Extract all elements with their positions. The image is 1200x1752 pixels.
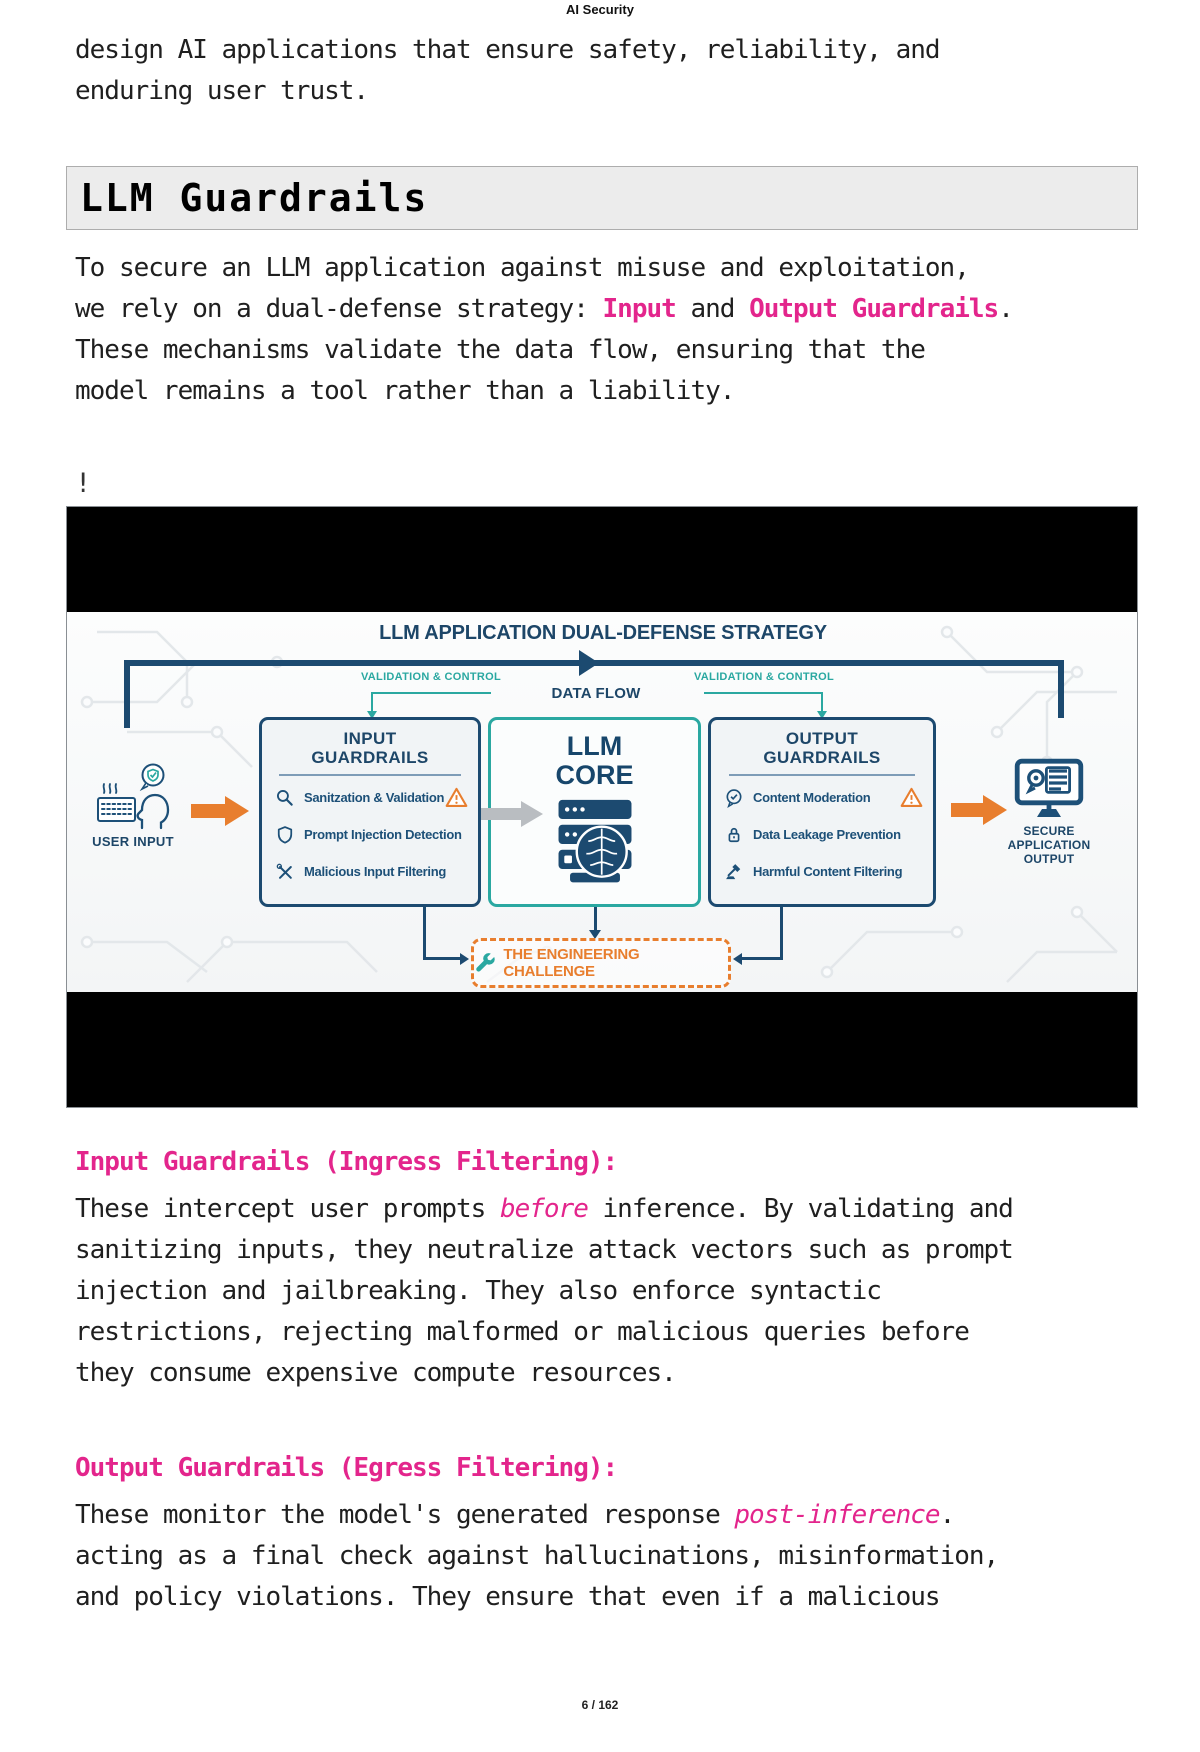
guardrail-item: Prompt Injection Detection xyxy=(262,816,478,853)
text-line xyxy=(75,1189,1145,1230)
output-guardrails-box xyxy=(708,717,936,907)
check-bubble-icon xyxy=(724,788,744,808)
divider xyxy=(729,774,915,776)
text-segment: . xyxy=(998,294,1013,324)
input-challenge-connector xyxy=(423,957,461,960)
wrench-icon xyxy=(474,952,495,974)
text-segment: acting as a final check against hallucinations, misinformation, xyxy=(75,1541,999,1571)
text-line xyxy=(75,1353,1145,1394)
text-segment: restrictions, rejecting malformed or malicious queries before xyxy=(75,1317,969,1347)
user-input-icon xyxy=(96,762,180,832)
dual-defense-diagram xyxy=(67,612,1137,992)
input-flow-arrowhead xyxy=(225,796,249,826)
input-guardrails-heading: Input Guardrails (Ingress Filtering): xyxy=(75,1147,618,1177)
text-line xyxy=(75,1577,1145,1618)
page-number: 6 / 162 xyxy=(581,1698,619,1712)
core-challenge-connector xyxy=(594,907,597,931)
page-title: LLM Guardrails xyxy=(80,176,429,220)
text-segment: Input xyxy=(602,294,676,324)
output-challenge-connector xyxy=(742,957,783,960)
output-flow-arrowhead xyxy=(983,795,1007,825)
output-box-title: OUTPUT GUARDRAILS xyxy=(763,729,881,767)
guardrail-item: Sanitzation & Validation xyxy=(262,779,478,816)
text-segment: injection and jailbreaking. They also enforce syntactic xyxy=(75,1276,881,1306)
text-line xyxy=(75,289,1145,330)
data-flow-line-right-drop xyxy=(1058,660,1064,718)
input-challenge-connector xyxy=(423,907,426,959)
engineering-challenge-label: THE ENGINEERING CHALLENGE xyxy=(503,946,640,980)
padlock-icon xyxy=(724,825,744,845)
text-line xyxy=(75,1536,1145,1577)
text-segment: These mechanisms validate the data flow, ensuring that the xyxy=(75,335,925,365)
text-line xyxy=(75,1271,1145,1312)
secure-output-monitor-icon xyxy=(1014,758,1084,822)
guardrail-item: Content Moderation xyxy=(711,779,933,816)
text-line xyxy=(75,30,1145,71)
output-flow-arrow xyxy=(951,803,983,817)
output-guardrails-paragraph xyxy=(75,1495,1145,1618)
secure-output-label: SECURE APPLICATION OUTPUT xyxy=(1007,824,1091,866)
divider xyxy=(279,774,460,776)
diagram-figure xyxy=(66,506,1138,1108)
text-segment: enduring user trust. xyxy=(75,76,369,106)
input-flow-arrow xyxy=(191,804,225,818)
text-segment: These monitor the model's generated response xyxy=(75,1500,735,1530)
text-line xyxy=(75,71,1145,112)
connector-arrowhead xyxy=(460,953,469,965)
text-line xyxy=(75,371,1145,412)
diagram-title: LLM APPLICATION DUAL-DEFENSE STRATEGY xyxy=(379,622,827,644)
validation-bracket-right xyxy=(704,692,823,694)
text-line xyxy=(75,330,1145,371)
page-header-title: AI Security xyxy=(566,2,634,17)
input-guardrails-box xyxy=(259,717,481,907)
server-brain-icon xyxy=(547,796,643,892)
validation-control-label-left: VALIDATION & CONTROL xyxy=(360,671,502,683)
figure-redacted-bar-top xyxy=(67,507,1137,612)
text-line xyxy=(75,248,1145,289)
output-guardrails-heading: Output Guardrails (Egress Filtering): xyxy=(75,1453,618,1483)
gavel-icon xyxy=(724,862,744,882)
text-segment: Output Guardrails xyxy=(749,294,999,324)
data-flow-label: DATA FLOW xyxy=(551,685,641,702)
connector-arrowhead xyxy=(733,953,742,965)
shield-icon xyxy=(275,825,295,845)
text-segment: inference. By validating and xyxy=(587,1194,1013,1224)
text-segment: before xyxy=(499,1194,588,1224)
validation-bracket-right-drop xyxy=(821,692,823,712)
text-segment: These intercept user prompts xyxy=(75,1194,500,1224)
section-heading-box xyxy=(66,166,1138,230)
data-flow-line-left-drop xyxy=(124,660,130,728)
figure-redacted-bar-bottom xyxy=(67,992,1137,1107)
text-line xyxy=(75,1230,1145,1271)
text-segment: . xyxy=(939,1500,955,1530)
text-line xyxy=(75,1312,1145,1353)
guardrail-item: Malicious Input Filtering xyxy=(262,853,478,890)
callout-marker: ! xyxy=(75,468,92,499)
llm-core-title: LLM CORE xyxy=(555,731,634,790)
input-box-title: INPUT GUARDRAILS xyxy=(311,729,429,767)
validation-bracket-left-drop xyxy=(371,692,373,712)
input-guardrails-paragraph xyxy=(75,1189,1145,1394)
crossed-tools-icon xyxy=(275,862,295,882)
strategy-paragraph xyxy=(75,248,1145,412)
intro-paragraph xyxy=(75,30,1145,112)
text-segment: and policy violations. They ensure that even if a malicious xyxy=(75,1582,940,1612)
text-line xyxy=(75,1495,1145,1536)
guardrail-item: Harmful Content Filtering xyxy=(711,853,933,890)
text-segment: To secure an LLM application against misuse and exploitation, xyxy=(75,253,969,283)
core-flow-arrowhead xyxy=(521,801,543,827)
warning-icon xyxy=(445,787,468,808)
text-segment: we rely on a dual-defense strategy: xyxy=(75,294,603,324)
warning-icon xyxy=(900,787,923,808)
guardrail-item: Data Leakage Prevention xyxy=(711,816,933,853)
text-segment: and xyxy=(675,294,750,324)
user-input-label: USER INPUT xyxy=(92,834,174,849)
data-flow-arrowhead xyxy=(579,650,599,676)
validation-bracket-left xyxy=(371,692,491,694)
engineering-challenge-box xyxy=(471,938,731,988)
core-flow-arrow xyxy=(481,808,521,820)
output-challenge-connector xyxy=(780,907,783,959)
text-segment: they consume expensive compute resources. xyxy=(75,1358,676,1388)
text-segment: post-inference xyxy=(734,1500,940,1530)
search-icon xyxy=(275,788,295,808)
text-segment: design AI applications that ensure safety, reliability, and xyxy=(75,35,940,65)
text-segment: model remains a tool rather than a liability. xyxy=(75,376,735,406)
text-segment: sanitizing inputs, they neutralize attack vectors such as prompt xyxy=(75,1235,1013,1265)
validation-control-label-right: VALIDATION & CONTROL xyxy=(693,671,835,683)
